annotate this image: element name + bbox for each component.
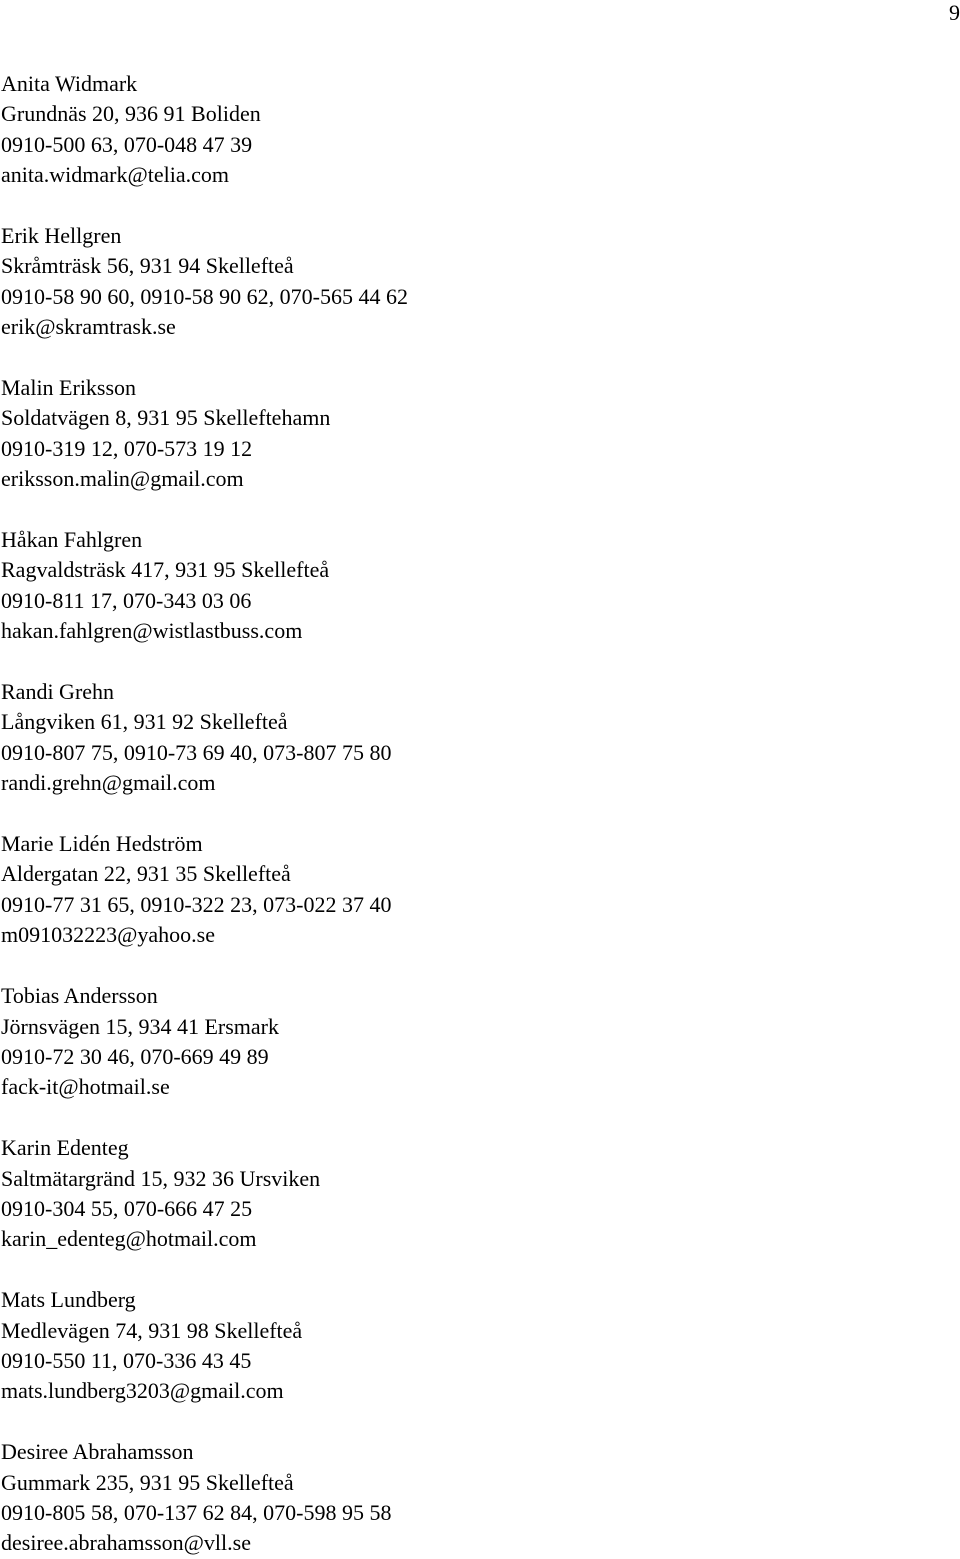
- contact-address: Grundnäs 20, 936 91 Boliden: [1, 101, 261, 127]
- contact-address: Skråmträsk 56, 931 94 Skellefteå: [1, 253, 294, 279]
- contact-address: Ragvaldsträsk 417, 931 95 Skellefteå: [1, 557, 330, 583]
- contact-name: Tobias Andersson: [1, 983, 158, 1009]
- contact-address: Saltmätargränd 15, 932 36 Ursviken: [1, 1165, 321, 1191]
- contact-name: Mats Lundberg: [1, 1287, 136, 1313]
- contact-email: karin_edenteg@hotmail.com: [1, 1226, 257, 1252]
- contact-name: Håkan Fahlgren: [1, 527, 143, 553]
- contact-entry: [1, 373, 408, 495]
- contact-name: Erik Hellgren: [1, 223, 122, 249]
- contact-address: Jörnsvägen 15, 934 41 Ersmark: [1, 1013, 280, 1039]
- contact-phone: 0910-500 63, 070-048 47 39: [1, 131, 253, 157]
- contact-entry: [1, 1285, 408, 1407]
- contact-email: desiree.abrahamsson@vll.se: [1, 1530, 251, 1556]
- contact-email: randi.grehn@gmail.com: [1, 770, 216, 796]
- contact-entry: [1, 69, 408, 191]
- contact-name: Marie Lidén Hedström: [1, 831, 203, 857]
- contact-list: [1, 69, 408, 1559]
- contact-address: Aldergatan 22, 931 35 Skellefteå: [1, 861, 291, 887]
- contact-email: eriksson.malin@gmail.com: [1, 466, 244, 492]
- contact-phone: 0910-58 90 60, 0910-58 90 62, 070-565 44 62: [1, 283, 408, 309]
- contact-email: fack-it@hotmail.se: [1, 1074, 170, 1100]
- contact-phone: 0910-805 58, 070-137 62 84, 070-598 95 58: [1, 1499, 392, 1525]
- contact-phone: 0910-77 31 65, 0910-322 23, 073-022 37 40: [1, 891, 392, 917]
- contact-phone: 0910-319 12, 070-573 19 12: [1, 435, 253, 461]
- contact-entry: [1, 677, 408, 799]
- contact-email: hakan.fahlgren@wistlastbuss.com: [1, 618, 303, 644]
- contact-phone: 0910-811 17, 070-343 03 06: [1, 587, 252, 613]
- contact-email: mats.lundberg3203@gmail.com: [1, 1378, 284, 1404]
- contact-entry: [1, 221, 408, 343]
- contact-entry: [1, 1133, 408, 1255]
- contact-name: Desiree Abrahamsson: [1, 1439, 194, 1465]
- contact-name: Malin Eriksson: [1, 375, 137, 401]
- contact-email: m091032223@yahoo.se: [1, 922, 215, 948]
- contact-entry: [1, 829, 408, 951]
- contact-address: Soldatvägen 8, 931 95 Skelleftehamn: [1, 405, 331, 431]
- contact-name: Karin Edenteg: [1, 1135, 129, 1161]
- contact-address: Gummark 235, 931 95 Skellefteå: [1, 1469, 294, 1495]
- contact-entry: [1, 525, 408, 647]
- contact-phone: 0910-807 75, 0910-73 69 40, 073-807 75 80: [1, 739, 392, 765]
- contact-entry: [1, 981, 408, 1103]
- contact-phone: 0910-550 11, 070-336 43 45: [1, 1347, 252, 1373]
- contact-phone: 0910-72 30 46, 070-669 49 89: [1, 1043, 269, 1069]
- contact-name: Anita Widmark: [1, 71, 138, 96]
- contact-name: Randi Grehn: [1, 679, 115, 705]
- contact-address: Långviken 61, 931 92 Skellefteå: [1, 709, 288, 735]
- contact-email: erik@skramtrask.se: [1, 314, 176, 340]
- contact-address: Medlevägen 74, 931 98 Skellefteå: [1, 1317, 303, 1343]
- contact-phone: 0910-304 55, 070-666 47 25: [1, 1195, 253, 1221]
- contact-email: anita.widmark@telia.com: [1, 162, 229, 188]
- contact-entry: [1, 1437, 408, 1559]
- page-number: 9: [949, 0, 960, 25]
